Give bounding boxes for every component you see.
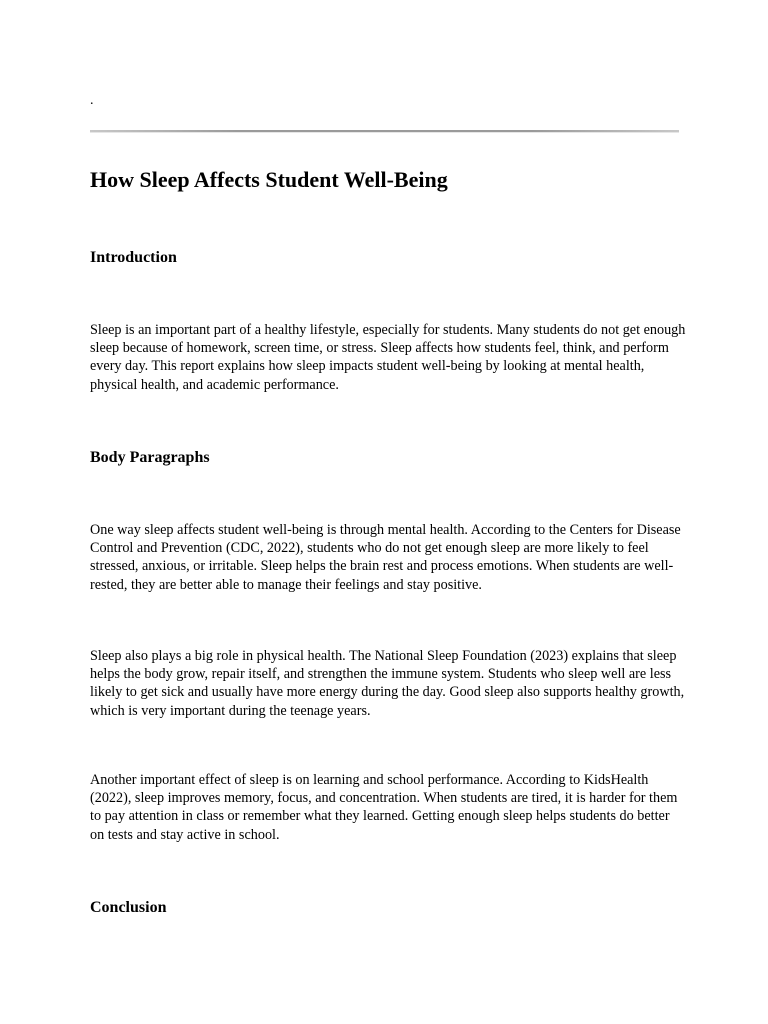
horizontal-rule [90,130,679,133]
paragraph-school-performance: Another important effect of sleep is on learning and school performance. According to KidsHealth (2022), sleep improves memory, focus, and concentration. When students are tired, it is harder for them to pay attention in class or remember what they learned. Getting enough sleep helps students do better on tests and stay active in school. [90,772,678,843]
page-marker: . [90,93,94,108]
heading-introduction: Introduction [90,249,177,266]
heading-conclusion: Conclusion [90,899,167,916]
heading-body-paragraphs: Body Paragraphs [90,449,210,466]
paragraph-introduction: Sleep is an important part of a healthy lifestyle, especially for students. Many students do not get enough sleep because of homework, screen time, or stress. Sleep affects how students feel, think, and perform every day. This report explains how sleep impacts student well-being by looking at mental health, physical health, and academic performance. [90,322,686,393]
paragraph-mental-health: One way sleep affects student well-being is through mental health. According to the Centers for Disease Control and Prevention (CDC, 2022), students who do not get enough sleep are more likely to feel stressed, anxious, or irritable. Sleep helps the brain rest and process emotions. When students are well-rested, they are better able to manage their feelings and stay positive. [90,522,681,593]
document-title: How Sleep Affects Student Well-Being [90,167,448,192]
paragraph-physical-health: Sleep also plays a big role in physical health. The National Sleep Foundation (2023) explains that sleep helps the body grow, repair itself, and strengthen the immune system. Students who sleep well are less likely to get sick and usually have more energy during the day. Good sleep also supports healthy growth, which is very important during the teenage years. [90,648,685,719]
